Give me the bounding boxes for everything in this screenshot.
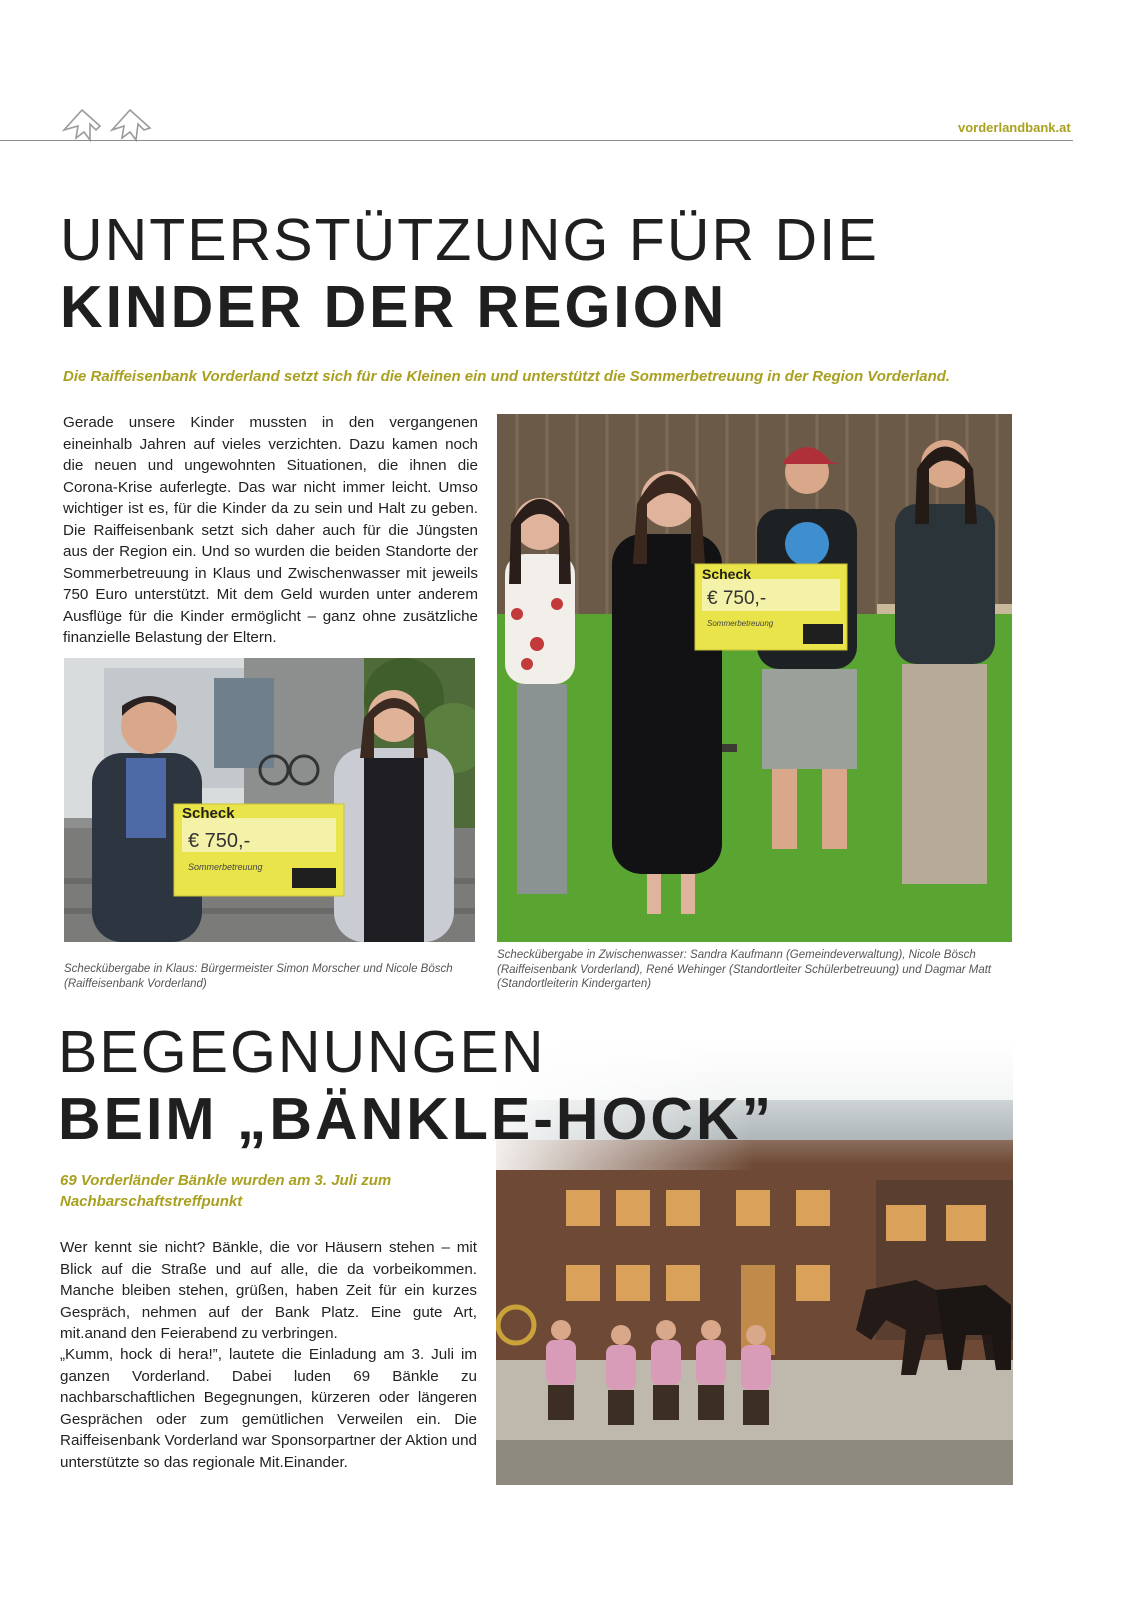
article2-body-paragraph2: „Kumm, hock di hera!”, lautete die Einladung am 3. Juli im ganzen Vorderland. Dabei luden 69 Bänkle zu nachbarschaftlichen Begegnungen, kürzeren oder längeren Gesprächen oder zum gemütlichen Verweilen ein. Die Raiffeisenbank Vorderland war Sponsorpartner der Aktion und unterstützte so das regionale Mit.Einander.: [60, 1346, 477, 1471]
article2-lead: 69 Vorderländer Bänkle wurden am 3. Juli zum Nachbarschaftstreffpunkt: [60, 1172, 392, 1210]
article1-lead: Die Raiffeisenbank Vorderland setzt sich für die Kleinen ein und unterstützt die Sommerbetreuung in der Region Vorderland.: [63, 368, 951, 385]
article2-body-paragraph1: Wer kennt sie nicht? Bänkle, die vor Häusern stehen – mit Blick auf die Straße und auf alle, die da vorbeikommen. Manche bleiben stehen, grüßen, haben Zeit für ein kurzes Gespräch, nehmen auf der Bank Platz. Eine gute Art, mit.anand den Feierabend zu verbringen.: [60, 1239, 477, 1342]
article2-title-line1: BEGEGNUNGEN: [58, 1019, 546, 1085]
photo1-check-label: Scheck: [182, 805, 235, 822]
photo2-check-memo: Sommerbetreuung: [707, 619, 774, 628]
photo1-caption: Scheckübergabe in Klaus: Bürgermeister Simon Morscher und Nicole Bösch (Raiffeisenbank Vorderland): [64, 963, 453, 990]
article1-body: Gerade unsere Kinder mussten in den vergangenen eineinhalb Jahren auf vieles verzichten. Dazu kamen noch die neuen und ungewohnten Situationen, die ihnen die Corona-Krise auferlegte. Das war nicht immer leicht. Umso wichtiger ist es, für die Kinder da zu sein und Halt zu geben. Die Raiffeisenbank setzt sich daher auch für die Jüngsten aus der Region ein. Und so wurden die beiden Standorte der Sommerbetreuung in Klaus und Zwischenwasser mit jeweils 750 Euro unterstützt. Mit dem Geld wurden unter anderem Ausflüge für die Kinder ermöglicht – ganz ohne zusätzliche finanzielle Belastung der Eltern.: [63, 414, 478, 646]
photo2-check-amount: € 750,-: [707, 588, 767, 609]
article1-title-line2: KINDER DER REGION: [60, 274, 728, 340]
site-url[interactable]: vorderlandbank.at: [958, 120, 1071, 135]
header-rule: [0, 140, 1073, 141]
photo-check-handover-klaus: [64, 658, 475, 942]
article1-title-line1: UNTERSTÜTZUNG FÜR DIE: [60, 207, 879, 273]
photo2-caption: Scheckübergabe in Zwischenwasser: Sandra Kaufmann (Gemeindeverwaltung), Nicole Bösch (Raiffeisenbank Vorderland), René Wehinger (Standortleiter Schülerbetreuung) und Dagmar Matt (Standortleiterin Kindergarten): [497, 949, 992, 990]
photo1-check-memo: Sommerbetreuung: [188, 862, 263, 872]
photo-check-handover-zwischenwasser: [497, 414, 1012, 942]
photo1-check-amount: € 750,-: [188, 830, 251, 852]
photo2-check-label: Scheck: [702, 566, 752, 582]
article2-title-line2: BEIM „BÄNKLE-HOCK”: [58, 1086, 775, 1152]
